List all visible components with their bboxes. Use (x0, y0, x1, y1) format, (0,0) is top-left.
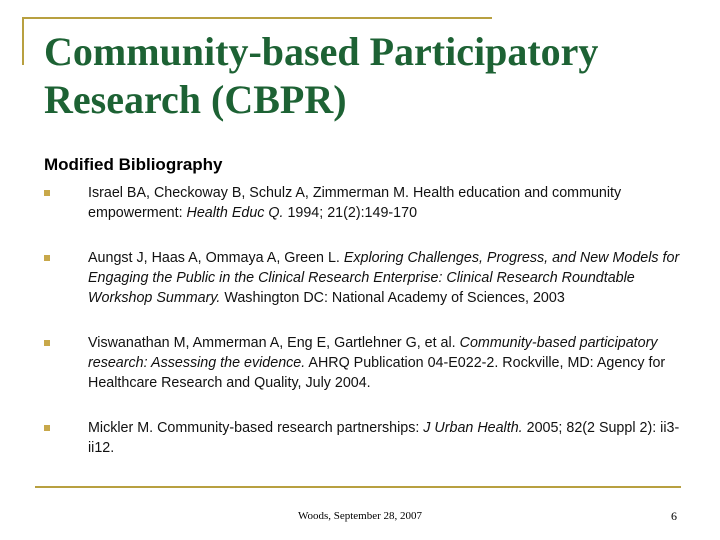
reference-item (44, 418, 684, 458)
reference-text: Viswanathan M, Ammerman A, Eng E, Gartlehner G, et al. (88, 335, 460, 351)
slide-title: Community-based Participatory Research (CBPR) (44, 29, 599, 122)
reference-text: 1994; 21(2):149-170 (283, 205, 418, 221)
square-bullet-icon (44, 425, 50, 431)
reference-text: Aungst J, Haas A, Ommaya A, Green L. (88, 250, 344, 266)
reference-item (44, 183, 684, 223)
title-rule-top (22, 17, 492, 19)
reference-text: Israel BA, Checkoway B, Schulz A, Zimmerman M. Health education and community empowerment: (88, 185, 622, 221)
reference-item (44, 333, 684, 393)
square-bullet-icon (44, 255, 50, 261)
title-rule-left (22, 17, 24, 65)
reference-source: Exploring Challenges, Progress, and New Models for Engaging the Public in the Clinical Research Enterprise: Clinical Research Roundtable Workshop Summary. (88, 250, 680, 306)
reference-source: J Urban Health. (423, 420, 523, 436)
square-bullet-icon (44, 190, 50, 196)
footer-rule (35, 486, 681, 488)
page-number: 6 (671, 509, 677, 523)
reference-text: AHRQ Publication 04-E022-2. Rockville, MD: Agency for Healthcare Research and Quality, July 2004. (88, 355, 666, 391)
reference-text: Mickler M. Community-based research partnerships: (88, 420, 424, 436)
footer-text: Woods, September 28, 2007 (297, 510, 423, 522)
reference-item (44, 248, 684, 308)
reference-text: 2005; 82(2 Suppl 2): ii3-ii12. (88, 420, 680, 456)
reference-source: Health Educ Q. (186, 205, 284, 221)
section-heading: Modified Bibliography (44, 155, 223, 174)
square-bullet-icon (44, 340, 50, 346)
reference-source: Community-based participatory research: Assessing the evidence. (88, 335, 658, 371)
reference-text: Washington DC: National Academy of Sciences, 2003 (220, 290, 565, 306)
reference-list (44, 183, 684, 483)
